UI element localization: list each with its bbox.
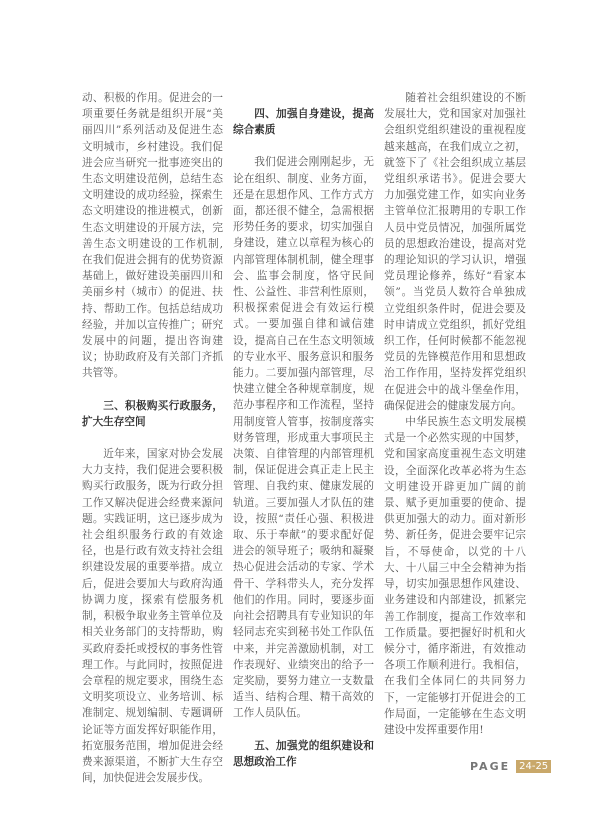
paragraph: 随着社会组织建设的不断发展壮大，党和国家对加强社会组织党组织建设的重视程度越来越高，在我们成立之初，就签下了《社会组织成立基层党组织承诺书》。促进会要大力加强党建工作，如实向业务主管单位汇报聘用的专职工作人员中党员情况，加强所属党员的思想政治建设，提高对党的理论知识的学习认识，增强党员理论修养，练好“看家本领”。当党员人数符合单独成立党组织条件时，促进会要及时申请成立党组织，抓好党组织工作，任何时候都不能忽视党员的先锋模范作用和思想政治工作作用，坚持发挥党组织在促进会中的战斗堡垒作用，确保促进会的健康发展方向。 [384, 92, 526, 412]
section-heading-3: 三、积极购买行政服务，扩大生存空间 [82, 399, 223, 428]
section-heading-5: 五、加强党的组织建设和思想政治工作 [233, 739, 374, 768]
left-column [82, 90, 223, 786]
spacer [233, 138, 374, 154]
article-columns [82, 90, 526, 786]
page-label: PAGE [470, 760, 511, 773]
paragraph: 中华民族生态文明发展模式是一个必然实现的中国梦，党和国家高度重视生态文明建设，全面深化改革必将为生态文明建设开辟更加广阔的前景、赋予更加重要的使命、提供更加强大的动力。面对新形势、新任务，促进会要牢记宗旨，不辱使命，以党的十八大、十八届三中全会精神为指导，切实加强思想作风建设、业务建设和内部建设，抓紧完善工作制度，提高工作效率和工作质量。要把握好时机和火候分寸，循序渐进，有效推动各项工作顺利进行。我相信，在我们全体同仁的共同努力下，一定能够打开促进会的工作局面，一定能够在生态文明建设中发挥重要作用! [384, 416, 526, 736]
page-footer [470, 760, 551, 773]
section-heading-4: 四、加强自身建设，提高综合素质 [233, 108, 374, 137]
spacer [233, 722, 374, 738]
paragraph: 我们促进会刚刚起步，无论在组织、制度、业务方面，还是在思想作风、工作方式方面，都还很不健全，急需根据形势任务的要求，切实加强自身建设，建立以章程为核心的内部管理体制机制，健全理事会、监事会制度，恪守民间性、公益性、非营利性原则，积极探索促进会有效运行模式。一要加强自律和诚信建设，提高自己在生态文明领域的专业水平、服务意识和服务能力。二要加强内部管理，尽快建立健全各种规章制度，规范办事程序和工作流程，坚持用制度管人管事，按制度落实财务管理，形成重大事项民主决策、自律管理的内部管理机制，保证促进会真正走上民主管理、自我约束、健康发展的轨道。三要加强人才队伍的建设，按照“责任心强、积极进取、乐于奉献”的要求配好促进会的领导班子；吸纳和凝聚热心促进会活动的专家、学术骨干、学科带头人，充分发挥他们的作用。同时，要逐步面向社会招聘具有专业知识的年轻同志充实到秘书处工作队伍中来，并完善激励机制，对工作表现好、业绩突出的给予一定奖励，要努力建立一支数量适当、结构合理、精干高效的工作人员队伍。 [233, 156, 374, 720]
spacer [82, 430, 223, 446]
spacer [233, 90, 374, 106]
paragraph: 近年来，国家对协会发展大力支持，我们促进会要积极购买行政服务，既为行政分担工作又解决促进会经费来源问题。实践证明，这已逐步成为社会组织服务行政的有效途径，也是行政有效支持社会组织建设发展的重要举措。成立后，促进会要加大与政府沟通协调力度，探索有偿服务机制，积极争取业务主管单位及相关业务部门的支持帮助，购买政府委托或授权的事务性管理工作。与此同时，按照促进会章程的规定要求，围绕生态文明奖项设立、业务培训、标准制定、规划编制、专题调研论证等方面发挥好职能作用，拓宽服务范围，增加促进会经费来源渠道，不断扩大生存空间，加快促进会发展步伐。 [82, 448, 223, 785]
spacer [82, 382, 223, 398]
paragraph: 动、积极的作用。促进会的一项重要任务就是组织开展“美丽四川”系列活动及促进生态文明城市，乡村建设。我们促进会应当研究一批事迹突出的生态文明建设范例，总结生态文明建设的成功经验，探索生态文明建设的推进模式，创新生态文明建设的开展方法，完善生态文明建设的工作机制,在我们促进会拥有的优势资源基础上，做好建设美丽四川和美丽乡村（城市）的促进、扶持、帮助工作。包括总结成功经验，并加以宣传推广；研究发展中的问题，提出咨询建议；协助政府及有关部门齐抓共管等。 [82, 92, 223, 380]
middle-column [233, 90, 374, 770]
right-column [384, 90, 526, 738]
page-number-badge: 24-25 [516, 760, 551, 773]
